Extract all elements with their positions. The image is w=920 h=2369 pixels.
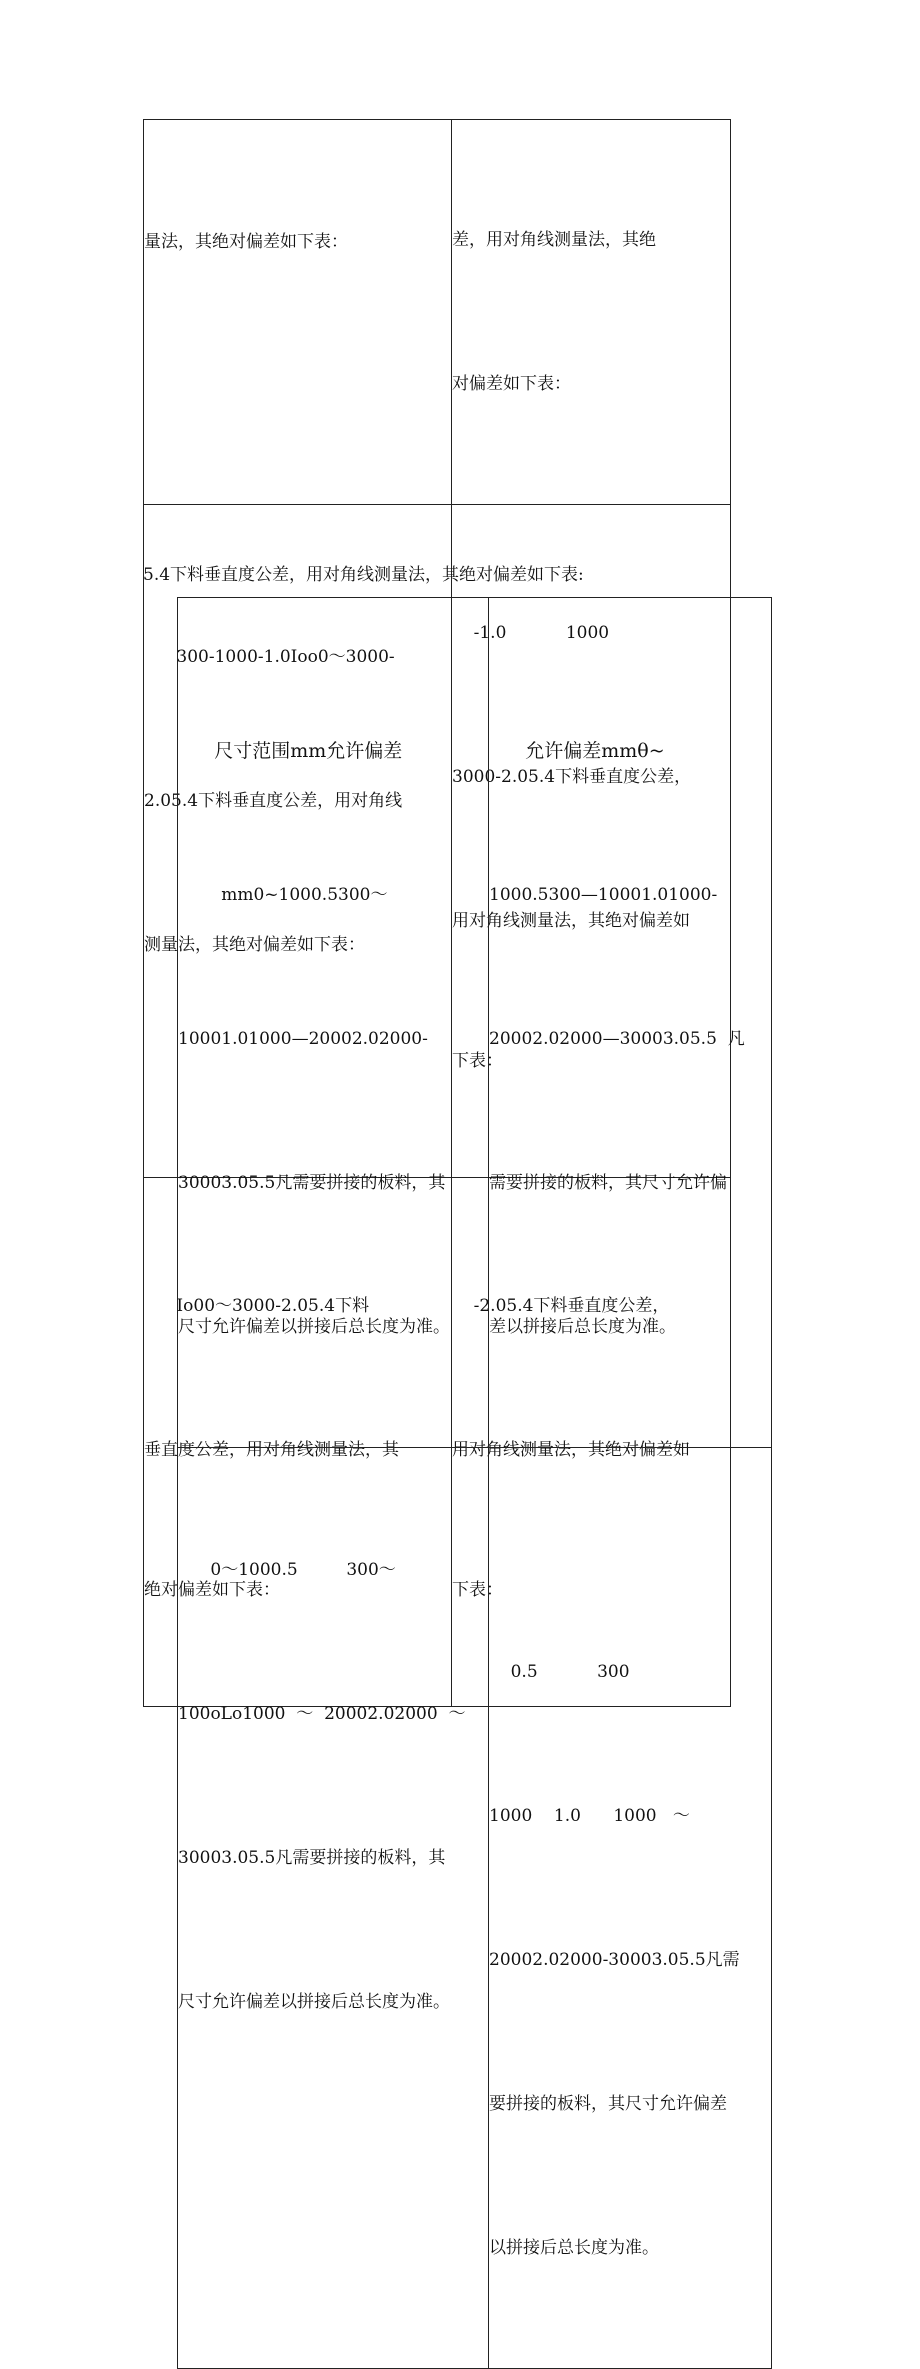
cell-line: 1000.5300—10001.01000- [489,885,718,905]
cell-line: 100oLo1000 ～ 20002.02000 ～ [178,1704,466,1724]
deviation-table-2 [177,597,772,2369]
cell-line: 2.05.4下料垂直度公差，用对角线 [144,791,403,811]
table-row [178,1448,772,2369]
cell-line: Io00～3000-2.05.4下料 [144,1296,370,1316]
cell-line: 下表： [452,1580,503,1600]
cell-line: 尺寸允许偏差以拼接后总长度为准。 [178,1317,450,1337]
table-cell [178,1448,489,2369]
cell-line: 绝对偏差如下表： [144,1580,280,1600]
cell-line: 300-1000-1.0Ioo0～3000- [144,647,395,667]
body-text-line: 5.4下料垂直度公差，用对角线测量法，其绝对偏差如下表: [143,565,584,585]
table-row [178,598,772,1448]
cell-line: 用对角线测量法，其绝对偏差如 [452,1440,690,1460]
table-cell [489,1448,772,2369]
cell-line: 测量法，其绝对偏差如下表： [144,935,365,955]
cell-line: 差，用对角线测量法，其绝 [452,230,656,250]
cell-line: 30003.05.5凡需要拼接的板料，其 [178,1848,446,1868]
cell-line: -2.05.4下料垂直度公差， [452,1296,670,1316]
cell-line: 1000 1.0 1000 ～ [489,1806,690,1826]
cell-line: 3000-2.05.4下料垂直度公差， [452,767,692,787]
table-cell [452,120,731,505]
cell-line: 量法，其绝对偏差如下表： [144,232,348,252]
cell-line: 下表： [452,1051,503,1071]
cell-line: 允许偏差mmθ~ [489,740,665,762]
cell-line: 用对角线测量法，其绝对偏差如 [452,911,690,931]
cell-line: 以拼接后总长度为准。 [489,2238,659,2258]
table-cell [144,120,452,505]
cell-line: 需要拼接的板料，其尺寸允许偏 [489,1173,727,1193]
cell-line: mm0~1000.5300～ [178,885,388,905]
cell-line: 20002.02000-30003.05.5凡需 [489,1950,740,1970]
cell-line: 10001.01000—20002.02000- [178,1029,428,1049]
cell-line: 0.5 300 [489,1662,630,1682]
cell-line: 要拼接的板料，其尺寸允许偏差 [489,2094,727,2114]
table-row [144,120,731,505]
table-cell [178,598,489,1448]
cell-line: 差以拼接后总长度为准。 [489,1317,676,1337]
cell-line: 0～1000.5 300～ [178,1560,396,1580]
cell-line: -1.0 1000 [452,623,610,643]
cell-line: 30003.05.5凡需要拼接的板料，其 [178,1173,446,1193]
cell-line: 垂直度公差，用对角线测量法，其 [144,1440,399,1460]
cell-line: 尺寸允许偏差以拼接后总长度为准。 [178,1992,450,2012]
cell-line: 尺寸范围mm允许偏差 [178,740,403,762]
cell-line: 对偏差如下表： [452,374,571,394]
table-cell [489,598,772,1448]
cell-line: 20002.02000—30003.05.5 凡 [489,1029,745,1049]
